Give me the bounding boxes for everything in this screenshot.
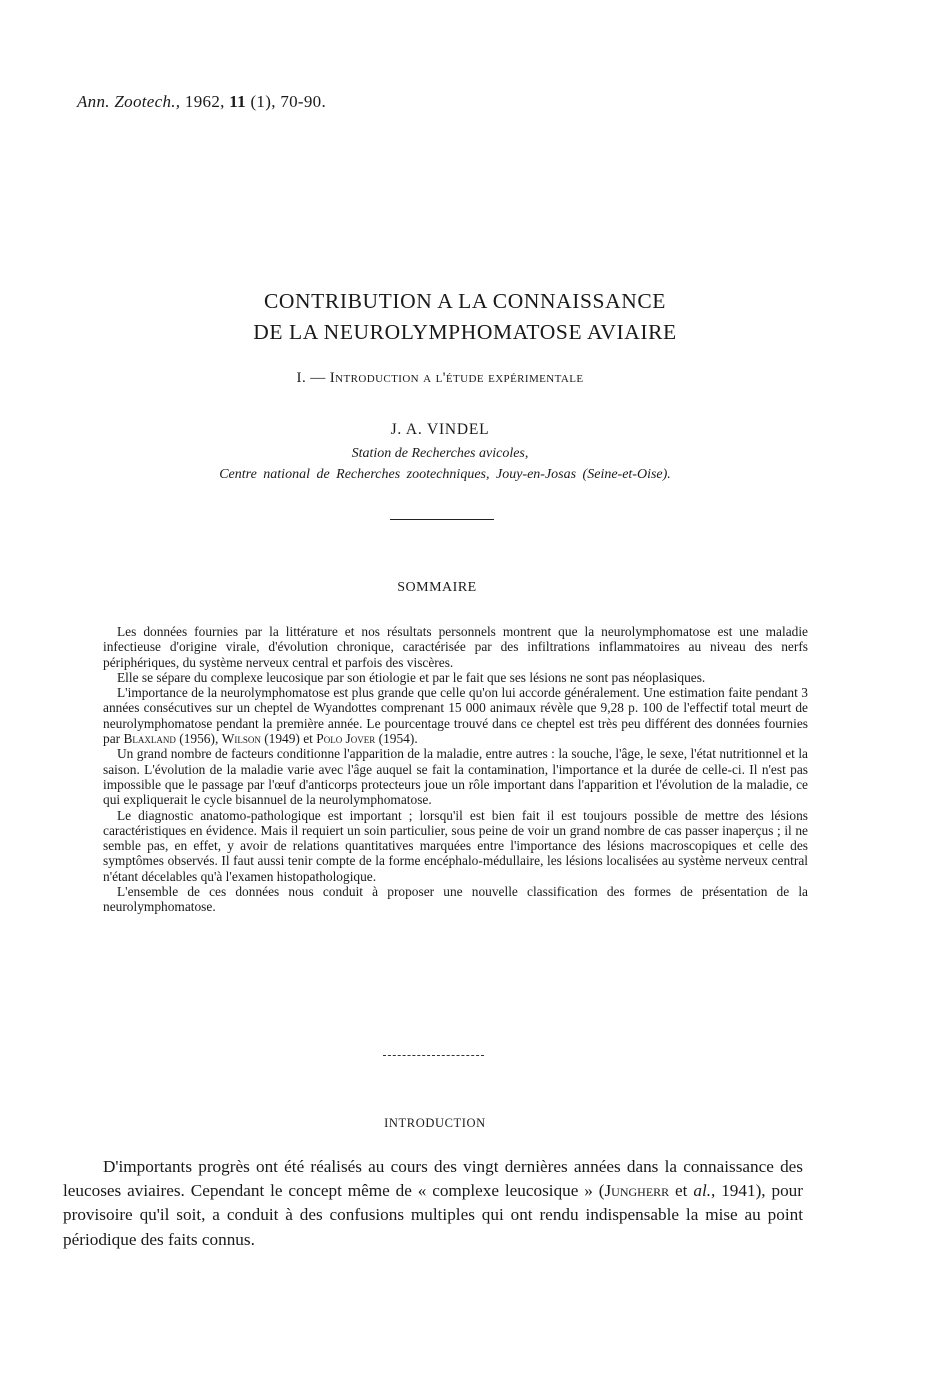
sommaire-paragraph: Les données fournies par la littérature et nos résultats personnels montrent que la neurolymphomatose est une maladie infectieuse d'origine virale, d'évolution chronique, caractérisée par des infiltrations inflammatoires au niveau des nerfs périphériques, du système nerveux central et parfois des viscères. (103, 624, 808, 670)
journal-issue: (1), (250, 92, 276, 111)
sommaire-paragraph: Elle se sépare du complexe leucosique par son étiologie et par le fait que ses lésions ne sont pas néoplasiques. (117, 669, 706, 685)
journal-year: 1962, (184, 92, 225, 111)
sommaire-paragraph-text: L'importance de la neurolymphomatose est plus grande que celle qu'on lui accorde généralement. Une estimation faite pendant 3 années consécutives sur un cheptel de Wyandottes comprenant 15 000 animaux révèle que 9,28 p. 100 de l'effectif total meurt de neurolymphomatose pendant la première année. Le pourcentage trouvé dans ce cheptel est très peu différent des données fournies par (103, 685, 808, 747)
sommaire-heading: SOMMAIRE (397, 580, 477, 595)
sommaire-paragraph: L'ensemble de ces données nous conduit à proposer une nouvelle classification des formes de présentation de la neurolymphomatose. (103, 884, 808, 915)
sommaire-body (103, 624, 808, 915)
intro-text-end: ), pour provisoire qu'il soit, a conduit à des confusions multiples qui ont rendu indispensable la mise au point périodique des faits connus. (63, 1181, 803, 1249)
sommaire-paragraph: Un grand nombre de facteurs conditionne l'apparition de la maladie, entre autres : la souche, l'âge, le sexe, l'état nutritionnel et la saison. L'évolution de la maladie varie avec l'âge auquel se fait la contamination, l'importance et la durée de celle-ci. Il n'est pas impossible que le passage par l'œuf d'anticorps protecteurs joue un rôle important dans l'apparition et l'évolution de la maladie, ce qui expliquerait le cycle bisannuel de la neurolymphomatose. (103, 746, 808, 808)
affiliation-station: Station de Recherches avicoles, (351, 446, 529, 461)
journal-pages: 70-90. (280, 92, 327, 111)
sommaire-paragraph: Le diagnostic anatomo-pathologique est important ; lorsqu'il est bien fait il est toujours possible de mettre des lésions caractéristiques en évidence. Mais il requiert un soin particulier, sous peine de voir un grand nombre de cas passer inaperçus ; il ne semble pas, en effet, y avoir de relations quantitatives marquées entre l'importance des lésions macroscopiques et celle des symptômes observés. Il faut aussi tenir compte de la forme encéphalo-médullaire, les lésions localisées au système nerveux central n'étant décelables qu'à l'examen histopathologique. (103, 807, 808, 884)
ref-jungherr-year: , 1941 (711, 1181, 756, 1201)
ref-et: et (669, 1181, 694, 1201)
paper-title (0, 286, 930, 348)
ref-wilson-year: (1949) et (264, 731, 313, 747)
author-name: J. A. VINDEL (390, 421, 490, 438)
ref-blaxland-year: (1956), (179, 731, 219, 747)
paper-subtitle: I. — Introduction a l'étude expérimentale (296, 370, 584, 386)
ref-al: al. (693, 1181, 712, 1201)
header-divider (390, 519, 494, 520)
introduction-heading: INTRODUCTION (384, 1116, 486, 1130)
ref-blaxland: Blaxland (123, 731, 176, 747)
ref-polo-year: (1954). (378, 731, 418, 747)
ref-polo-jover: Polo Jover (316, 731, 376, 747)
introduction-paragraph (63, 1155, 803, 1252)
title-line-2: DE LA NEUROLYMPHOMATOSE AVIAIRE (253, 320, 677, 344)
introduction-body (63, 1155, 803, 1252)
affiliation-centre: Centre national de Recherches zootechniques, Jouy-en-Josas (Seine-et-Oise). (219, 467, 671, 482)
intro-text-start: D'importants progrès ont été réalisés au cours des vingt dernières années dans la connaissance des leucoses aviaires. Cependant le concept même de « complexe leucosique » ( (63, 1157, 803, 1201)
title-line-1: CONTRIBUTION A LA CONNAISSANCE (263, 289, 667, 313)
section-divider (383, 1055, 484, 1056)
ref-jungherr: Jungherr (604, 1181, 670, 1201)
ref-wilson: Wilson (221, 731, 261, 747)
journal-citation (77, 92, 326, 112)
journal-name: Ann. Zootech., (77, 92, 181, 111)
journal-volume: 11 (229, 92, 246, 111)
sommaire-paragraph-with-refs (103, 685, 808, 746)
